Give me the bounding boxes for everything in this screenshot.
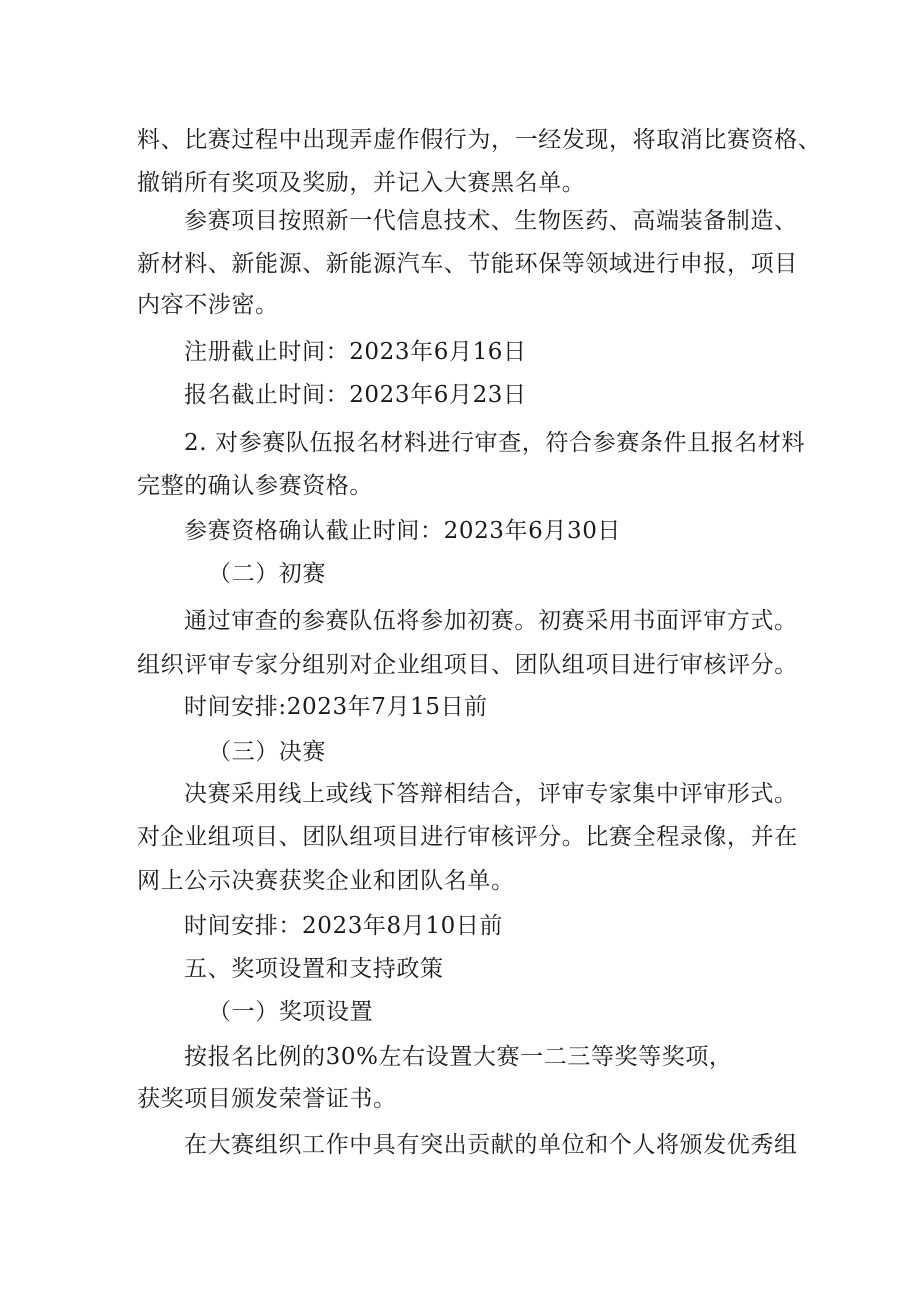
paragraph-line: 组织评审专家分组别对企业组项目、团队组项目进行审核评分。 [137, 652, 798, 678]
section-heading-final: （三）决赛 [208, 739, 326, 765]
paragraph-line: 在大赛组织工作中具有突出贡献的单位和个人将颁发优秀组 [184, 1132, 798, 1158]
final-schedule: 时间安排：2023年8月10日前 [184, 913, 504, 939]
paragraph-line: 按报名比例的30%左右设置大赛一二三等奖等奖项， [184, 1044, 733, 1070]
paragraph-line: 撤销所有奖项及奖励，并记入大赛黑名单。 [137, 170, 586, 196]
section-heading-preliminary: （二）初赛 [208, 561, 326, 587]
paragraph-line: 参赛项目按照新一代信息技术、生物医药、高端装备制造、 [184, 208, 798, 234]
application-deadline: 报名截止时间：2023年6月23日 [184, 382, 527, 408]
section-heading-award-settings: （一）奖项设置 [208, 999, 374, 1025]
registration-deadline: 注册截止时间：2023年6月16日 [184, 339, 527, 365]
paragraph-line: 内容不涉密。 [137, 292, 279, 318]
paragraph-line: 对企业组项目、团队组项目进行审核评分。比赛全程录像，并在 [137, 824, 798, 850]
paragraph-line: 获奖项目颁发荣誉证书。 [137, 1086, 397, 1112]
chapter-heading-awards: 五、奖项设置和支持政策 [184, 956, 444, 982]
preliminary-schedule: 时间安排:2023年7月15日前 [184, 694, 488, 720]
paragraph-line: 网上公示决赛获奖企业和团队名单。 [137, 868, 515, 894]
paragraph-line: 新材料、新能源、新能源汽车、节能环保等领域进行申报，项目 [137, 251, 798, 277]
paragraph-line: 料、比赛过程中出现弄虚作假行为，一经发现，将取消比赛资格、 [137, 127, 822, 153]
paragraph-line: 通过审查的参赛队伍将参加初赛。初赛采用书面评审方式。 [184, 608, 798, 634]
paragraph-line: 完整的确认参赛资格。 [137, 473, 373, 499]
qualification-deadline: 参赛资格确认截止时间：2023年6月30日 [184, 518, 622, 544]
paragraph-line: 2. 对参赛队伍报名材料进行审查，符合参赛条件且报名材料 [184, 430, 806, 456]
paragraph-line: 决赛采用线上或线下答辩相结合，评审专家集中评审形式。 [184, 781, 798, 807]
